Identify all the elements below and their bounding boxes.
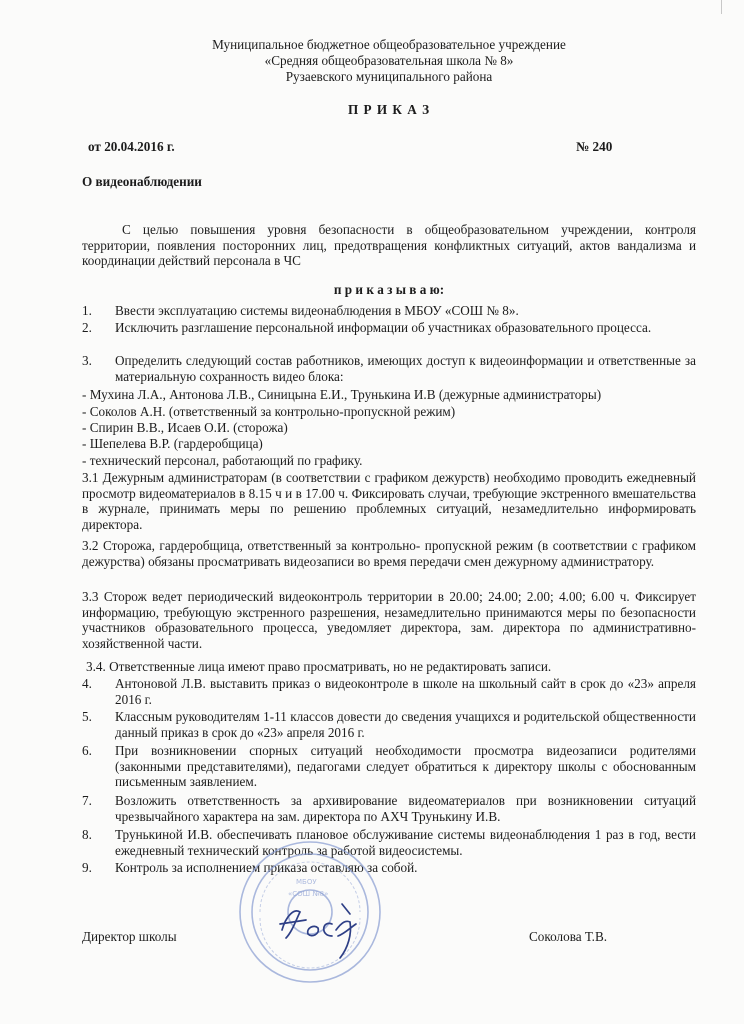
list-item — [82, 676, 696, 707]
staff-line: - Мухина Л.А., Антонова Л.В., Синицына Е.И., Трунькина И.В (дежурные администраторы) — [82, 387, 602, 402]
preamble: С целью повышения уровня безопасности в общеобразовательном учреждении, контроля территории, появления посторонних лиц, предотвращения конфликтных ситуаций, актов вандализма и координации действий персонала в ЧС — [82, 222, 696, 269]
scan-edge-line — [721, 0, 722, 14]
subitem-3-3: 3.3 Сторож ведет периодический видеоконтроль территории в 20.00; 24.00; 2.00; 4.00; 6.00 ч. Фиксирует информацию, требующую экстренного разрешения, незамедлительно принимаются меры по безопасности участников образовательного процесса, уведомляет директора, зам. директора по административно-хозяйственной части. — [82, 589, 696, 652]
list-item-number: 2. — [82, 320, 92, 335]
list-item-number: 9. — [82, 860, 92, 875]
list-item-number: 8. — [82, 827, 92, 842]
list-item — [82, 793, 696, 824]
list-item-text: Возложить ответственность за архивирование видеоматериалов при возникновении ситуаций чрезвычайного характера на зам. директора по АХЧ Трунькину И.В. — [115, 793, 696, 824]
staff-line: - Шепелева В.Р. (гардеробщица) — [82, 436, 263, 451]
list-item — [82, 353, 696, 384]
list-item-number: 6. — [82, 743, 92, 758]
header-line-1: Муниципальное бюджетное общеобразовательное учреждение — [212, 37, 566, 52]
list-item-number: 3. — [82, 353, 92, 368]
staff-line: - Спирин В.В., Исаев О.И. (сторожа) — [82, 420, 288, 435]
list-item — [82, 827, 696, 858]
staff-line: - Соколов А.Н. (ответственный за контрольно-пропускной режим) — [82, 404, 456, 419]
header-line-2: «Средняя общеобразовательная школа № 8» — [264, 53, 514, 68]
list-item-number: 7. — [82, 793, 92, 808]
director-position: Директор школы — [82, 929, 177, 944]
list-item-text: Определить следующий состав работников, имеющих доступ к видеоинформации и ответственные за материальную сохранность видео блока: — [115, 353, 696, 384]
order-date: от 20.04.2016 г. — [88, 139, 175, 154]
staff-line: - технический персонал, работающий по графику. — [82, 453, 363, 468]
list-item-text: Ввести эксплуатацию системы видеонаблюдения в МБОУ «СОШ № 8». — [115, 303, 519, 318]
list-item-text: Контроль за исполнением приказа оставляю за собой. — [115, 860, 418, 875]
list-item-text: Классным руководителям 1-11 классов довести до сведения учащихся и родительской общественности данный приказ в срок до «23» апреля 2016 г. — [115, 709, 696, 740]
list-item-text: Трунькиной И.В. обеспечивать плановое обслуживание системы видеонаблюдения 1 раз в год, вести ежедневный технический контроль за работой видеосистемы. — [115, 827, 696, 858]
director-name: Соколова Т.В. — [529, 929, 608, 944]
header-line-3: Рузаевского муниципального района — [285, 69, 493, 84]
order-number: № 240 — [576, 139, 613, 154]
list-item — [82, 303, 696, 319]
order-word: п р и к а з ы в а ю: — [333, 282, 445, 297]
doc-title: П Р И К А З — [347, 102, 431, 117]
list-item — [82, 743, 696, 790]
list-item-text: При возникновении спорных ситуаций необходимости просмотра видеозаписи родителями (законными представителями), педагогами следует обратиться к директору школы с обоснованным письменным заявлением. — [115, 743, 696, 790]
subitem-3-4: 3.4. Ответственные лица имеют право просматривать, но не редактировать записи. — [86, 659, 552, 674]
school-stamp — [236, 838, 384, 986]
subitem-3-2: 3.2 Сторожа, гардеробщица, ответственный за контрольно- пропускной режим (в соответствии с графиком дежурства) обязаны просматривать видеозаписи во время передачи смен дежурному администратору. — [82, 538, 696, 569]
list-item — [82, 709, 696, 740]
list-item — [82, 320, 696, 336]
director-signature — [280, 904, 356, 958]
list-item — [82, 860, 696, 876]
subitem-3-1: 3.1 Дежурным администраторам (в соответствии с графиком дежурств) необходимо проводить ежедневный просмотр видеоматериалов в 8.15 ч и в 17.00 ч. Фиксировать случаи, требующие экстренного вмешательства в журнале, принимать меры по решению проблемных ситуаций, незамедлительно информировать директора. — [82, 470, 696, 533]
svg-text:МБОУ: МБОУ — [296, 878, 317, 886]
list-item-text: Исключить разглашение персональной информации об участниках образовательного процесса. — [115, 320, 652, 335]
list-item-number: 4. — [82, 676, 92, 691]
order-subject: О видеонаблюдении — [82, 174, 202, 189]
svg-text:«СОШ №8»: «СОШ №8» — [288, 890, 329, 898]
list-item-number: 5. — [82, 709, 92, 724]
list-item-text: Антоновой Л.В. выставить приказ о видеоконтроле в школе на школьный сайт в срок до «23» апреля 2016 г. — [115, 676, 696, 707]
list-item-number: 1. — [82, 303, 92, 318]
